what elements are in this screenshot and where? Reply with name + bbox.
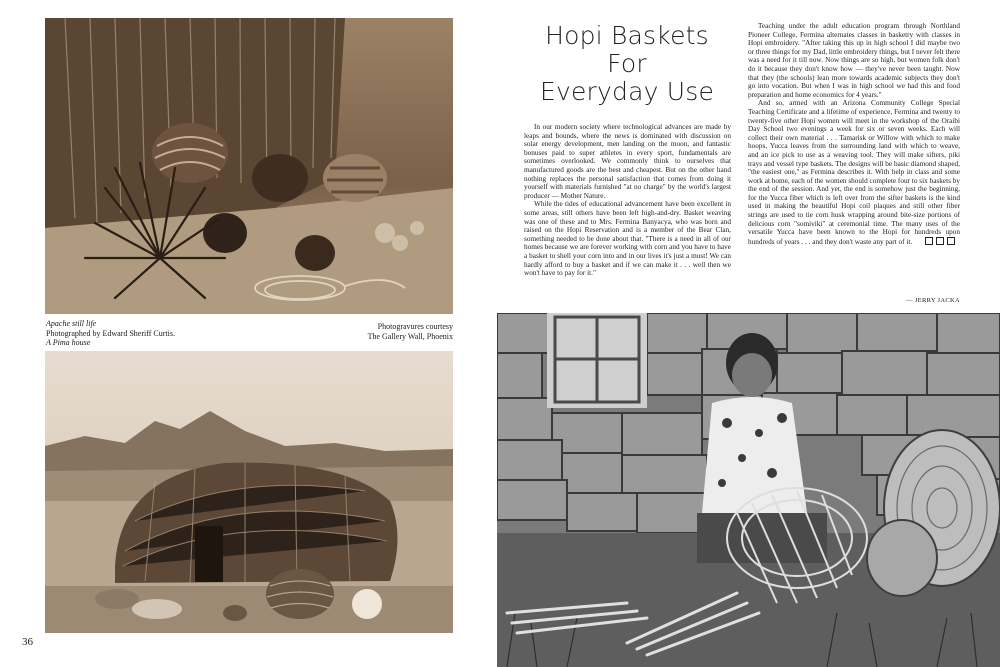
article-column-left — [524, 123, 731, 278]
title-line-1: Hopi Baskets — [545, 21, 709, 50]
paragraph: While the tides of educational advancement have been excellent in some areas, still others have been left high-and-dry. Basket weaving was one of these and to Mrs. Fermina Banyacya, who was born and raised on the Hopi Reservation and is a member of the Bear Clan, something needed to be done about that. "There is a need in all of our homes because we are forever working with corn and you have to have a basket to shell your corn into and in our lives it's just a must! We can hardly afford to buy a basket and if we can make it . . . well then we won't have to pay for it." — [524, 200, 731, 278]
caption-photographer: Photographed by Edward Sheriff Curtis. — [46, 328, 175, 338]
credit-line-2: The Gallery Wall, Phoenix — [367, 331, 453, 341]
pima-house-photo — [45, 351, 453, 633]
article-column-right — [748, 22, 960, 246]
caption-apache: Apache still life — [46, 319, 97, 328]
article-title — [512, 22, 742, 106]
page-number: 36 — [22, 636, 33, 648]
title-line-2: For — [607, 49, 647, 78]
paragraph-last — [748, 99, 960, 246]
caption-pima: A Pima house — [46, 338, 91, 347]
photo-credit — [300, 322, 453, 341]
paragraph-text: And so, armed with an Arizona Community College Special Teaching Certificate and a lifetime of experience, Fermina and twenty to twenty-five other Hopi women will meet in the workshop of the Oraibi Day School two evenings a week for six or seven weeks. Each will collect their own material . . . Tamarisk or Willow with which to make hoops, Yucca leaves from the surrounding land with which to weave, and an ice pick to use as a weaving tool. They will make sifters, piki trays and vessel type baskets. The designs will be basic diamond shaped, "the easiest one," as Fermina describes it. With help in class and some work at home, each of the women should complete four to six baskets by the end of the session. And yet, the end is somehow just the beginning, for the Yucca fiber which is left over from the sifter baskets is the kind used in making the beautiful Hopi coil plaques and still other fiber strings are used to tie corn husk wrapping around bite-size portions of delicious corn "somiviki" at ceremonial time. The many uses of the versatile Yucca have been known to the Hopi for hundreds upon hundreds of years . . . and they don't waste any part of it. — [748, 99, 960, 246]
apache-still-life-photo — [45, 18, 453, 314]
end-mark-boxes — [912, 237, 955, 247]
title-line-3: Everyday Use — [539, 77, 715, 106]
paragraph: Teaching under the adult education program through Northland Pioneer College, Fermina alternates classes in basketry with classes in Hopi embroidery. "After taking this up in high school I did maybe two or three things for my Dad, little embroidery things, but I never felt there was a need for it till now. Now things are so high, but women folk don't do it because they don't know how — they've never been taught. Now that they (the schools) lean more towards academic subjects they don't go into vocation. But when I was in high school we had this and food preparation and home economics for 4 years." — [748, 22, 960, 99]
credit-line-1: Photogravures courtesy — [377, 322, 453, 331]
basket-weaver-photo — [497, 313, 1000, 667]
author-byline: — JERRY JACKA — [906, 297, 960, 304]
photo-caption-left — [46, 319, 276, 348]
paragraph: In our modern society where technological advances are made by leaps and bounds, where the news is dominated with discussion on solar energy development, men landing on the moon, and fantastic bonuses paid to super athletes in every sport, fundamentals are sometimes overlooked. We commonly think to ourselves that manufactured goods are the best and cheapest. But on the other hand nothing replaces the personal satisfaction that comes from doing it yourself with materials furnished "at no charge" by the world's largest producer — Mother Nature. — [524, 123, 731, 200]
